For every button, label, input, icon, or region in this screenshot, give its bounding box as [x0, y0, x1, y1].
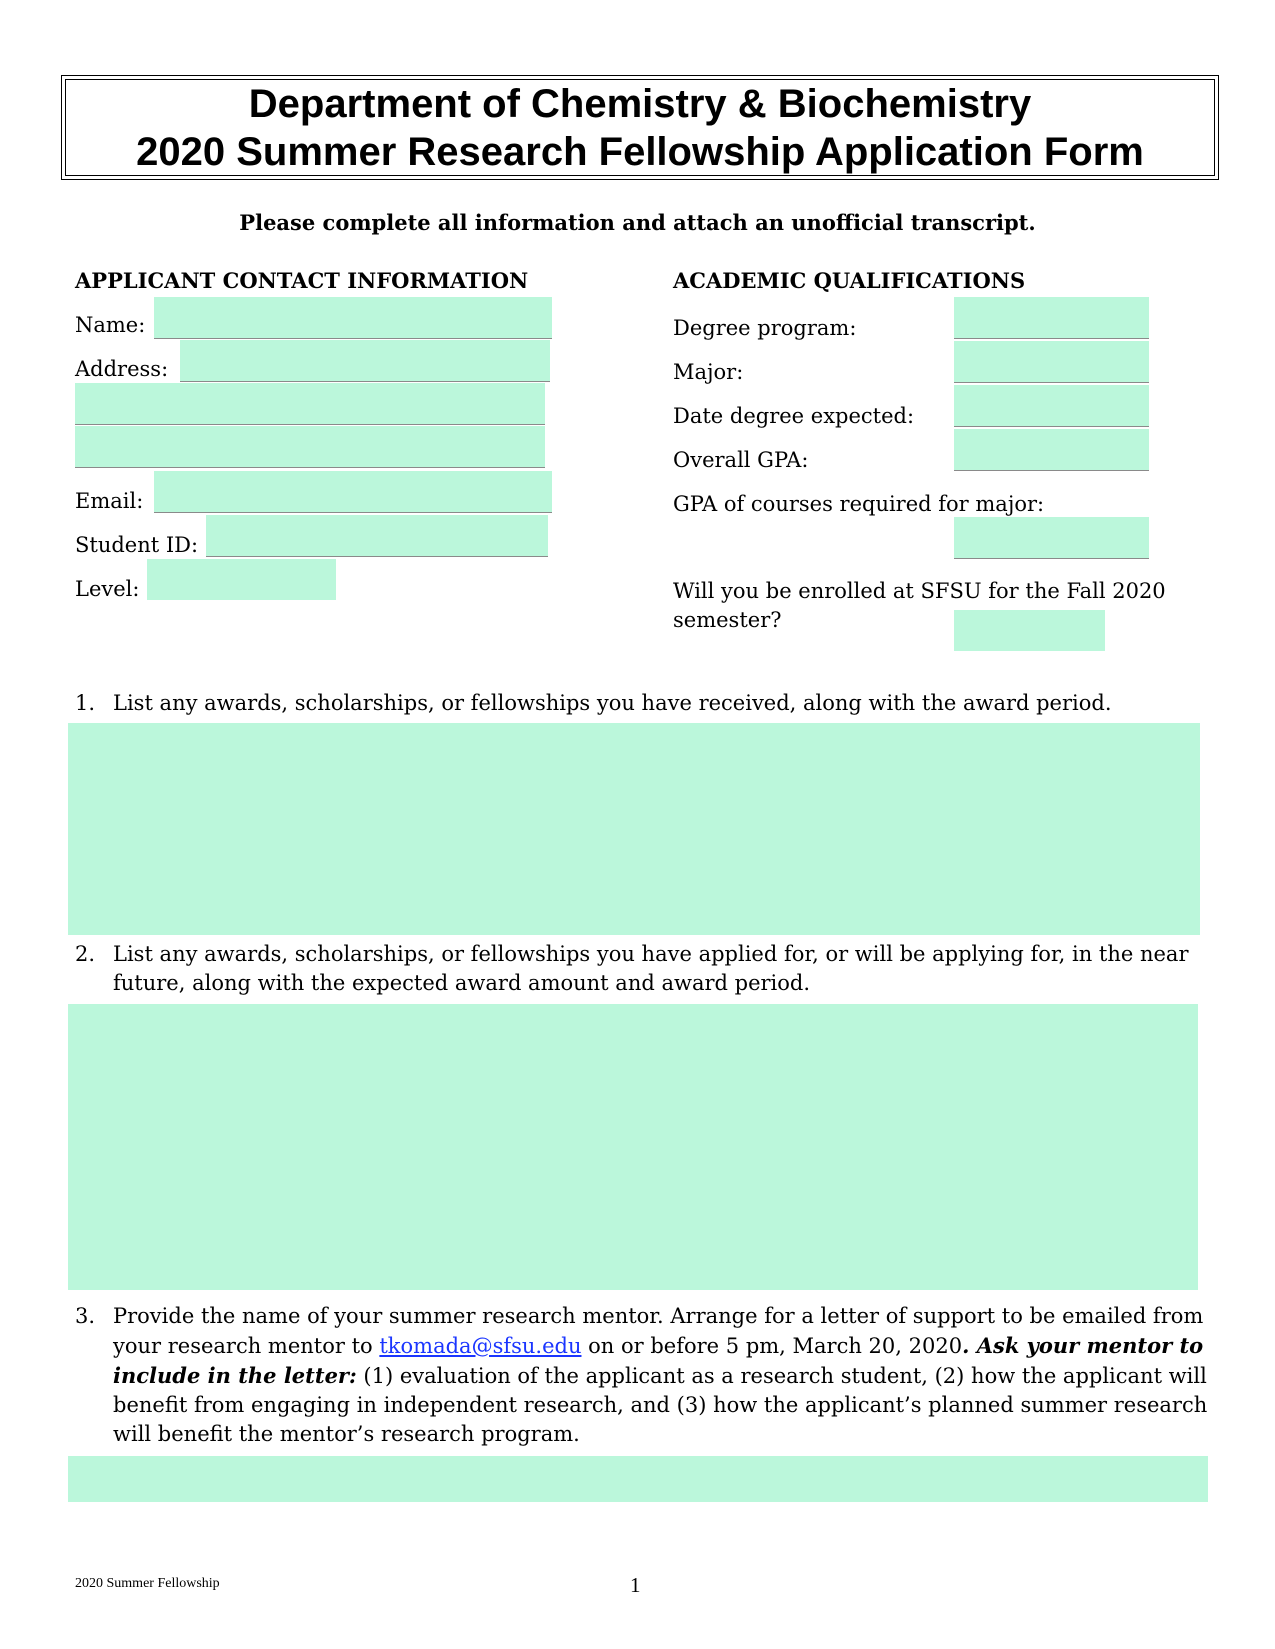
address-field-line3[interactable] — [75, 426, 545, 468]
question-1-text: List any awards, scholarships, or fellowships you have received, along with the award period. — [113, 691, 1112, 715]
question-2-number: 2. — [75, 942, 96, 966]
name-field[interactable] — [154, 297, 552, 339]
question-3-text-d: (1) evaluation of the applicant as a research student, (2) how the applicant will benefit from engaging in independent research, and (3) how the applicant’s planned summer research will benefit the mentor’s research program. — [113, 1364, 1208, 1446]
title-line-1: Department of Chemistry & Biochemistry — [248, 81, 1032, 126]
question-3-answer-field[interactable] — [68, 1456, 1208, 1502]
date-expected-label: Date degree expected: — [673, 404, 915, 428]
title-box — [61, 75, 1219, 180]
instructions: Please complete all information and attach an unofficial transcript. — [239, 210, 1036, 235]
name-label: Name: — [75, 313, 146, 337]
question-1-number: 1. — [75, 691, 96, 715]
title-inner-border — [65, 79, 1215, 176]
enrolled-question-line1: Will you be enrolled at SFSU for the Fall 2020 — [673, 579, 1166, 603]
question-2-answer-field[interactable] — [68, 1004, 1198, 1290]
major-field[interactable] — [954, 341, 1149, 383]
date-expected-field[interactable] — [954, 385, 1149, 427]
email-label: Email: — [75, 489, 144, 513]
degree-field[interactable] — [954, 297, 1149, 339]
gpa-field[interactable] — [954, 429, 1149, 471]
address-field-line1[interactable] — [180, 340, 550, 382]
gpa-label: Overall GPA: — [673, 448, 809, 472]
contact-heading: APPLICANT CONTACT INFORMATION — [75, 268, 529, 293]
student-id-label: Student ID: — [75, 533, 199, 557]
student-id-field[interactable] — [206, 515, 548, 557]
address-label: Address: — [75, 357, 169, 381]
question-3-text — [113, 1302, 1213, 1449]
academic-heading: ACADEMIC QUALIFICATIONS — [673, 268, 1026, 293]
mentor-email-link[interactable]: tkomada@sfsu.edu — [379, 1334, 582, 1358]
level-field[interactable] — [147, 559, 336, 600]
enrolled-field[interactable] — [954, 610, 1105, 651]
question-1-answer-field[interactable] — [68, 723, 1200, 935]
page-number: 1 — [630, 1573, 641, 1597]
footer-label: 2020 Summer Fellowship — [75, 1576, 220, 1591]
degree-label: Degree program: — [673, 316, 857, 340]
major-gpa-label: GPA of courses required for major: — [673, 492, 1045, 516]
question-2-text: List any awards, scholarships, or fellowships you have applied for, or will be applying for, in the near future, along with the expected award amount and award period. — [113, 942, 1189, 995]
email-field[interactable] — [154, 471, 552, 513]
major-gpa-field[interactable] — [954, 517, 1149, 559]
question-3-text-b: on or before 5 pm, March 20, 2020 — [581, 1334, 963, 1358]
enrolled-question-line2: semester? — [673, 608, 782, 632]
major-label: Major: — [673, 360, 744, 384]
question-3-text-a: Provide the name of your summer research mentor. Arrange for a letter of support to be emailed from your research mentor to — [113, 1304, 1204, 1358]
level-label: Level: — [75, 577, 140, 601]
title-line-2: 2020 Summer Research Fellowship Application Form — [136, 129, 1144, 174]
question-3-text-emphasis: . Ask your mentor to include in the letter: — [113, 1333, 1204, 1388]
address-field-line2[interactable] — [75, 383, 545, 425]
question-3-number: 3. — [75, 1304, 96, 1328]
